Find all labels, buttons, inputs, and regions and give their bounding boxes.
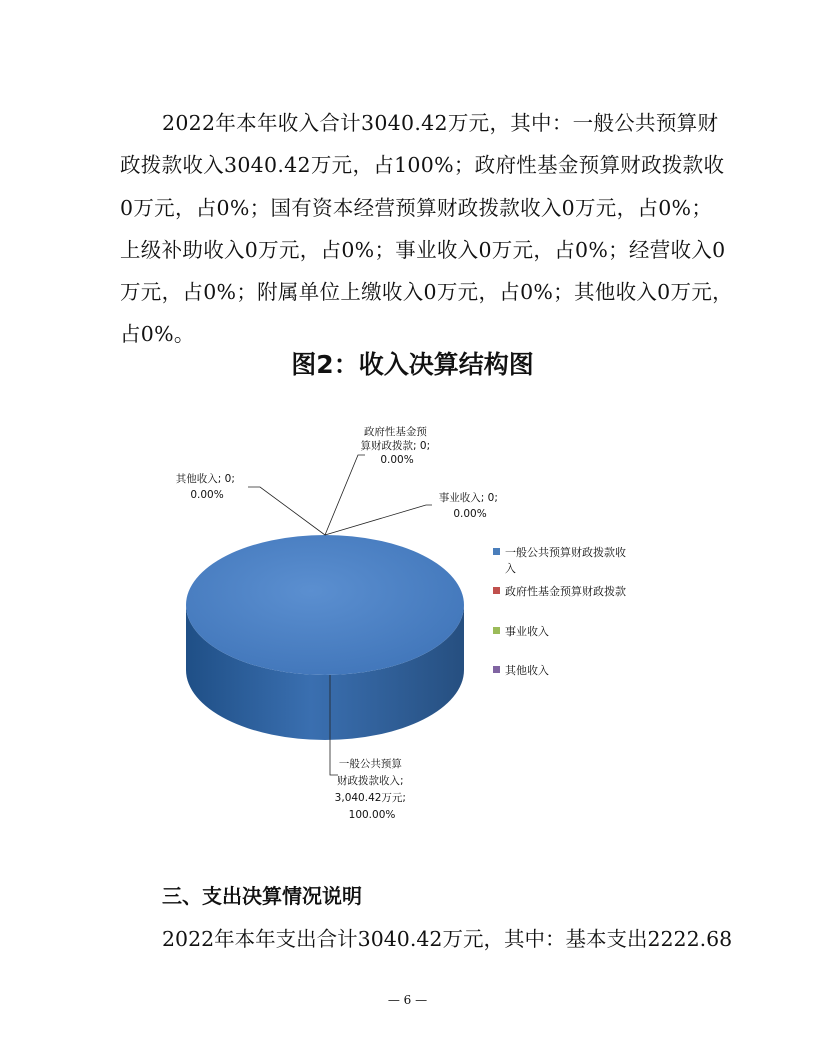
legend-swatch-general — [493, 548, 500, 555]
leader-line-other — [248, 487, 325, 535]
legend-swatch-gov-fund — [493, 587, 500, 594]
section-heading: 三、支出决算情况说明 — [162, 884, 362, 908]
paragraph-line: 上级补助收入0万元，占0%；事业收入0万元，占0%；经营收入0 — [120, 237, 726, 262]
income-summary-paragraph — [120, 102, 733, 356]
callout-general-line2: 财政拨款收入; — [337, 775, 404, 787]
callout-general — [335, 757, 410, 821]
pie-chart-svg — [160, 335, 665, 835]
callout-gov-fund-line3: 0.00% — [380, 454, 414, 466]
callout-general-line1: 一般公共预算 — [338, 758, 402, 770]
callout-general-line3: 3,040.42万元; — [334, 792, 406, 804]
legend-label-other: 其他收入 — [505, 664, 549, 677]
callout-other-line1: 其他收入; 0; — [175, 473, 235, 485]
page-number: — 6 — — [387, 993, 428, 1007]
expenditure-paragraph: 2022年本年支出合计3040.42万元，其中：基本支出2222.68 — [162, 927, 733, 951]
callout-gov-fund-line1: 政府性基金预 — [363, 426, 427, 438]
legend-swatch-business — [493, 627, 500, 634]
pie-slice-general — [186, 535, 464, 675]
paragraph-line: 政拨款收入3040.42万元，占100%；政府性基金预算财政拨款收 — [120, 153, 725, 178]
legend-label-general — [505, 545, 630, 575]
leader-line-business — [325, 505, 432, 535]
paragraph-line: 0万元，占0%；国有资本经营预算财政拨款收入0万元，占0%； — [120, 195, 713, 220]
callout-gov-fund-line2: 算财政拨款; 0; — [360, 440, 431, 452]
chart-title: 图2：收入决算结构图 — [291, 350, 534, 379]
leader-line-gov-fund — [325, 455, 365, 535]
legend-swatch-other — [493, 666, 500, 673]
paragraph-line: 占0%。 — [120, 322, 195, 347]
legend-label-gov-fund: 政府性基金预算财政拨款 — [505, 585, 626, 598]
callout-business-line1: 事业收入; 0; — [438, 492, 498, 504]
legend-label-general-line1: 一般公共预算财政拨款收 — [505, 546, 626, 559]
legend-label-business: 事业收入 — [505, 625, 549, 638]
callout-business — [439, 491, 501, 520]
paragraph-line: 2022年本年收入合计3040.42万元，其中：一般公共预算财 — [162, 111, 719, 135]
income-structure-chart — [160, 335, 665, 835]
legend-label-general-line2: 入 — [505, 562, 516, 575]
paragraph-line: 万元，占0%；附属单位上缴收入0万元，占0%；其他收入0万元， — [120, 280, 733, 305]
callout-other-line2: 0.00% — [190, 489, 224, 501]
callout-gov-fund — [361, 425, 434, 466]
callout-general-line4: 100.00% — [348, 809, 396, 821]
chart-legend — [493, 545, 630, 677]
callout-other — [176, 472, 238, 501]
callout-business-line2: 0.00% — [453, 508, 487, 520]
